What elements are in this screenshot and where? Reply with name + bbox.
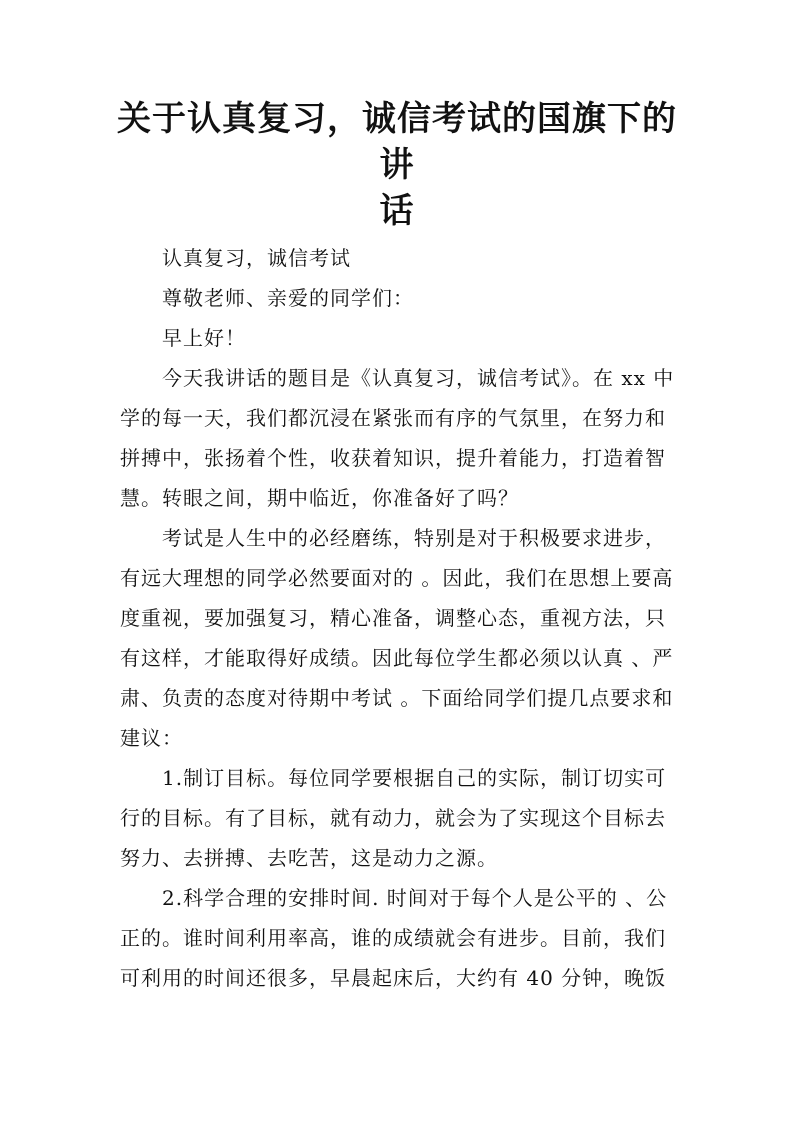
body-line: 拼搏中，张扬着个性，收获着知识，提升着能力，打造着智 [120, 446, 666, 470]
body-line: 肃、负责的态度对待期中考试 。下面给同学们提几点要求和 [120, 686, 674, 710]
body-line: 有这样，才能取得好成绩。因此每位学生都必须以认真 、严 [120, 646, 674, 670]
body-line: 努力、去拼搏、去吃苦，这是动力之源。 [120, 846, 498, 870]
body-line: 认真复习，诚信考试 [162, 246, 351, 270]
title-line-1: 关于认真复习，诚信考试的国旗下的讲 [117, 99, 677, 185]
body-line: 早上好！ [162, 326, 246, 350]
body-line: 度重视，要加强复习，精心准备，调整心态，重视方法，只 [120, 606, 666, 630]
body-line: 学的每一天，我们都沉浸在紧张而有序的气氛里，在努力和 [120, 406, 666, 430]
body-line: 行的目标。有了目标，就有动力，就会为了实现这个目标去 [120, 806, 666, 830]
body-line: 考试是人生中的必经磨练，特别是对于积极要求进步， [162, 526, 666, 550]
title-line-2: 话 [379, 191, 415, 231]
document-body [120, 238, 676, 998]
body-line: 尊敬老师、亲爱的同学们： [162, 286, 414, 310]
body-line: 建议： [120, 726, 183, 750]
body-line: 正的。谁时间利用率高，谁的成绩就会有进步。目前，我们 [120, 926, 666, 950]
body-line: 1.制订目标。每位同学要根据自己的实际，制订切实可 [162, 766, 667, 790]
body-line: 今天我讲话的题目是《认真复习，诚信考试》。在 xx 中 [162, 366, 675, 390]
body-line: 有远大理想的同学必然要面对的 。因此，我们在思想上要高 [120, 566, 674, 590]
body-line: 2.科学合理的安排时间. 时间对于每个人是公平的 、公 [162, 886, 668, 910]
body-line: 慧。转眼之间，期中临近，你准备好了吗？ [120, 486, 519, 510]
document-title [110, 96, 684, 234]
body-line: 可利用的时间还很多，早晨起床后，大约有 40 分钟，晚饭 [120, 966, 667, 990]
